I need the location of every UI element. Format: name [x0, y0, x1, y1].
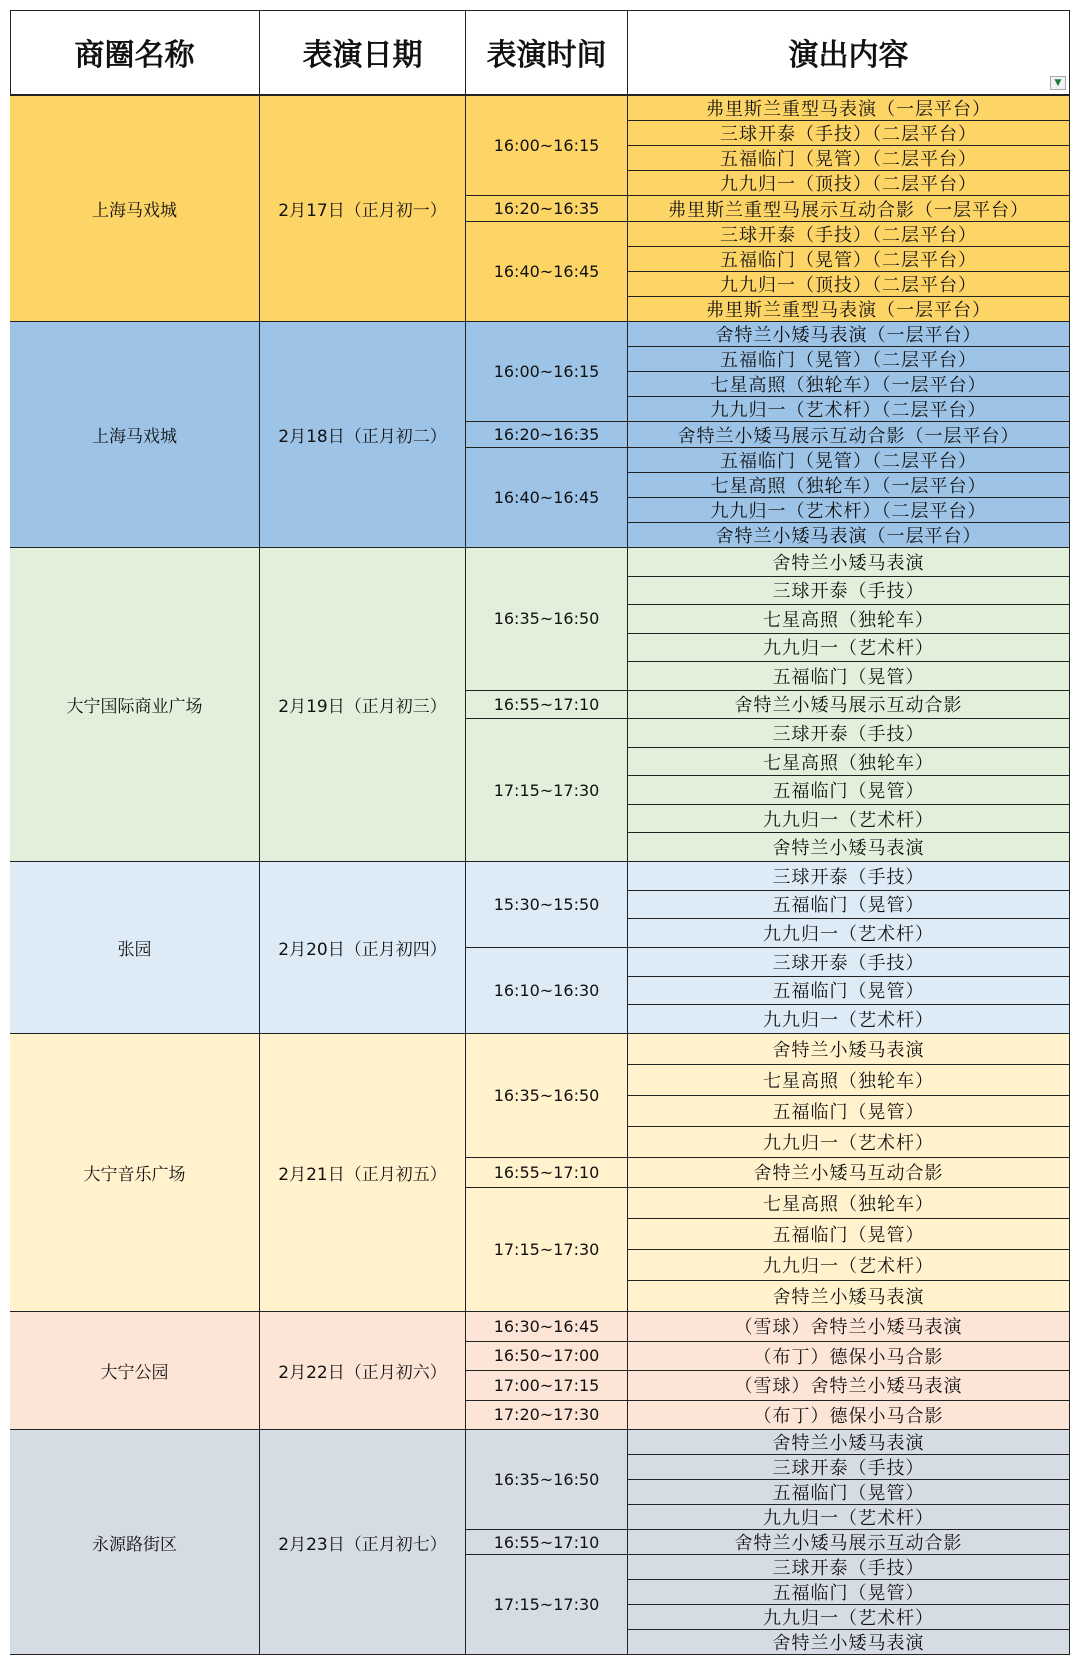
time-cell[interactable]: 16:50~17:00 [466, 1342, 628, 1372]
performance-cell[interactable]: 九九归一（艺术杆） [628, 1505, 1070, 1530]
performance-cell[interactable]: 弗里斯兰重型马表演（一层平台） [628, 297, 1070, 322]
time-cell[interactable]: 16:20~16:35 [466, 422, 628, 447]
venue-cell[interactable]: 大宁国际商业广场 [10, 548, 260, 862]
performance-cell[interactable]: 三球开泰（手技） [628, 1555, 1070, 1580]
performance-cell[interactable]: 三球开泰（手技） [628, 577, 1070, 606]
performance-cell[interactable]: 九九归一（艺术杆） [628, 919, 1070, 948]
performance-cell[interactable]: 七星高照（独轮车） [628, 605, 1070, 634]
date-cell[interactable]: 2月17日（正月初一） [260, 96, 466, 322]
performance-cell[interactable]: 七星高照（独轮车）（一层平台） [628, 473, 1070, 498]
performance-cell[interactable]: 九九归一（艺术杆）（二层平台） [628, 498, 1070, 523]
performance-cell[interactable]: 舍特兰小矮马表演 [628, 1430, 1070, 1455]
venue-cell[interactable]: 大宁公园 [10, 1312, 260, 1430]
venue-cell[interactable]: 上海马戏城 [10, 96, 260, 322]
performance-cell[interactable]: 舍特兰小矮马表演 [628, 833, 1070, 862]
performance-cell[interactable]: 九九归一（艺术杆）（二层平台） [628, 397, 1070, 422]
date-cell[interactable]: 2月22日（正月初六） [260, 1312, 466, 1430]
time-cell[interactable]: 16:30~16:45 [466, 1312, 628, 1342]
time-cell[interactable]: 16:35~16:50 [466, 548, 628, 691]
performance-cell[interactable]: 九九归一（艺术杆） [628, 805, 1070, 834]
performance-cell[interactable]: 九九归一（顶技）（二层平台） [628, 171, 1070, 196]
performance-cell[interactable]: 舍特兰小矮马表演（一层平台） [628, 322, 1070, 347]
performance-cell[interactable]: （布丁）德保小马合影 [628, 1342, 1070, 1372]
performance-cell[interactable]: 五福临门（晃管）（二层平台） [628, 347, 1070, 372]
date-cell[interactable]: 2月20日（正月初四） [260, 862, 466, 1034]
performance-cell[interactable]: 七星高照（独轮车）（一层平台） [628, 372, 1070, 397]
performance-cell[interactable]: 舍特兰小矮马展示互动合影 [628, 1530, 1070, 1555]
performance-cell[interactable]: 五福临门（晃管） [628, 662, 1070, 691]
venue-cell[interactable]: 大宁音乐广场 [10, 1034, 260, 1312]
performance-cell[interactable]: 九九归一（艺术杆） [628, 1005, 1070, 1034]
performance-cell[interactable]: 五福临门（晃管） [628, 891, 1070, 920]
performance-cell[interactable]: 舍特兰小矮马表演 [628, 1281, 1070, 1312]
performance-cell[interactable]: 舍特兰小矮马互动合影 [628, 1158, 1070, 1189]
time-cell[interactable]: 16:00~16:15 [466, 96, 628, 196]
time-cell[interactable]: 16:55~17:10 [466, 1530, 628, 1555]
performance-cell[interactable]: 三球开泰（手技） [628, 948, 1070, 977]
header-venue[interactable]: 商圈名称 [10, 10, 260, 96]
performance-cell[interactable]: 七星高照（独轮车） [628, 1065, 1070, 1096]
performance-cell[interactable]: 舍特兰小矮马表演 [628, 1630, 1070, 1655]
time-cell[interactable]: 16:35~16:50 [466, 1034, 628, 1158]
time-cell[interactable]: 17:20~17:30 [466, 1401, 628, 1431]
time-cell[interactable]: 16:40~16:45 [466, 448, 628, 548]
performance-cell[interactable]: 舍特兰小矮马展示互动合影（一层平台） [628, 422, 1070, 447]
performance-cell[interactable]: 五福临门（晃管） [628, 776, 1070, 805]
performance-cell[interactable]: 五福临门（晃管） [628, 1480, 1070, 1505]
performance-cell[interactable]: 舍特兰小矮马表演（一层平台） [628, 523, 1070, 548]
time-cell[interactable]: 17:15~17:30 [466, 1188, 628, 1312]
venue-cell[interactable]: 永源路街区 [10, 1430, 260, 1655]
performance-cell[interactable]: 五福临门（晃管） [628, 977, 1070, 1006]
time-cell[interactable]: 16:00~16:15 [466, 322, 628, 422]
performance-cell[interactable]: 九九归一（艺术杆） [628, 1127, 1070, 1158]
date-cell[interactable]: 2月23日（正月初七） [260, 1430, 466, 1655]
header-date[interactable]: 表演日期 [260, 10, 466, 96]
date-cell[interactable]: 2月18日（正月初二） [260, 322, 466, 548]
performance-cell[interactable]: 舍特兰小矮马展示互动合影 [628, 691, 1070, 720]
performance-cell[interactable]: （雪球）舍特兰小矮马表演 [628, 1312, 1070, 1342]
performance-cell[interactable]: 五福临门（晃管） [628, 1096, 1070, 1127]
time-cell[interactable]: 16:20~16:35 [466, 196, 628, 221]
performance-cell[interactable]: 三球开泰（手技） [628, 1455, 1070, 1480]
performance-cell[interactable]: 九九归一（艺术杆） [628, 1250, 1070, 1281]
performance-cell[interactable]: （雪球）舍特兰小矮马表演 [628, 1371, 1070, 1401]
performance-cell[interactable]: 弗里斯兰重型马展示互动合影（一层平台） [628, 196, 1070, 221]
venue-cell[interactable]: 张园 [10, 862, 260, 1034]
performance-cell[interactable]: 五福临门（晃管） [628, 1580, 1070, 1605]
time-cell[interactable]: 17:00~17:15 [466, 1371, 628, 1401]
performance-cell[interactable]: 舍特兰小矮马表演 [628, 1034, 1070, 1065]
performance-cell[interactable]: （布丁）德保小马合影 [628, 1401, 1070, 1431]
date-cell[interactable]: 2月21日（正月初五） [260, 1034, 466, 1312]
time-cell[interactable]: 16:55~17:10 [466, 1158, 628, 1189]
performance-cell[interactable]: 九九归一（艺术杆） [628, 1605, 1070, 1630]
time-cell[interactable]: 16:40~16:45 [466, 222, 628, 322]
performance-cell[interactable]: 九九归一（艺术杆） [628, 634, 1070, 663]
performance-cell[interactable]: 七星高照（独轮车） [628, 748, 1070, 777]
time-cell[interactable]: 16:35~16:50 [466, 1430, 628, 1530]
performance-cell[interactable]: 弗里斯兰重型马表演（一层平台） [628, 96, 1070, 121]
venue-cell[interactable]: 上海马戏城 [10, 322, 260, 548]
header-time[interactable]: 表演时间 [466, 10, 628, 96]
time-cell[interactable]: 17:15~17:30 [466, 1555, 628, 1655]
time-cell[interactable]: 15:30~15:50 [466, 862, 628, 948]
performance-cell[interactable]: 五福临门（晃管） [628, 1219, 1070, 1250]
table-top-border [10, 10, 1070, 11]
performance-cell[interactable]: 五福临门（晃管）（二层平台） [628, 448, 1070, 473]
performance-cell[interactable]: 舍特兰小矮马表演 [628, 548, 1070, 577]
performance-cell[interactable]: 五福临门（晃管）（二层平台） [628, 247, 1070, 272]
date-cell[interactable]: 2月19日（正月初三） [260, 548, 466, 862]
header-content[interactable]: 演出内容 [628, 10, 1070, 96]
time-cell[interactable]: 16:55~17:10 [466, 691, 628, 720]
performance-cell[interactable]: 五福临门（晃管）（二层平台） [628, 146, 1070, 171]
performance-cell[interactable]: 三球开泰（手技）（二层平台） [628, 121, 1070, 146]
time-cell[interactable]: 16:10~16:30 [466, 948, 628, 1034]
performance-cell[interactable]: 七星高照（独轮车） [628, 1188, 1070, 1219]
time-cell[interactable]: 17:15~17:30 [466, 719, 628, 862]
performance-cell[interactable]: 三球开泰（手技） [628, 719, 1070, 748]
performance-cell[interactable]: 九九归一（顶技）（二层平台） [628, 272, 1070, 297]
performance-cell[interactable]: 三球开泰（手技）（二层平台） [628, 222, 1070, 247]
filter-dropdown-icon[interactable]: ▼ [1050, 76, 1066, 90]
performance-cell[interactable]: 三球开泰（手技） [628, 862, 1070, 891]
